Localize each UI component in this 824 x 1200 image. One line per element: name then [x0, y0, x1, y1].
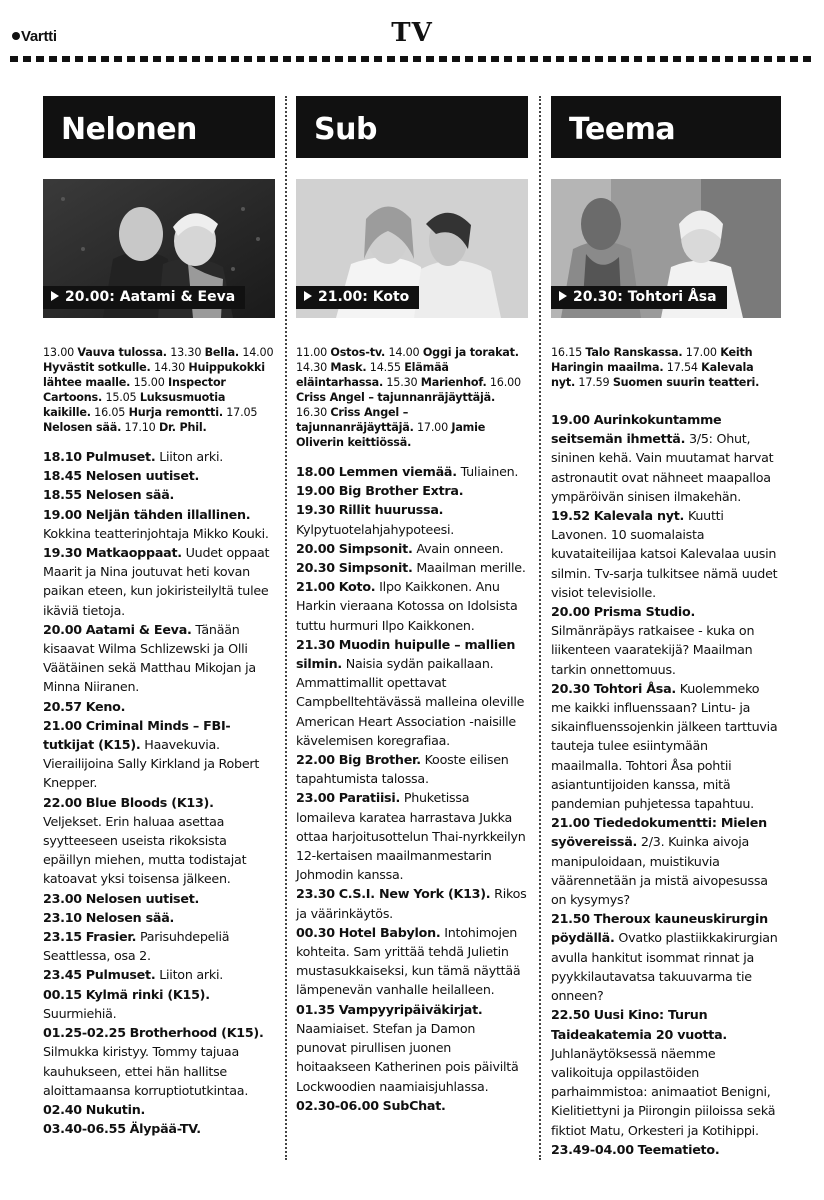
listing-time: 21.00 [43, 717, 82, 733]
column-divider [285, 96, 287, 1160]
listing-desc: Intohimojen kohteita. Sam yrittää tehdä Julietin mustasukkaiseksi, kun tämä näyttää lämpenevän vanhalle heilalleen. [296, 924, 521, 998]
early-title: Talo Ranskassa. [585, 346, 683, 359]
listing-entry [43, 485, 275, 504]
listing-title: Kalevala nyt. [593, 508, 685, 524]
listing-entry [43, 1100, 275, 1119]
listing-desc: Kuutti Lavonen. 10 suomalaista kuvataiteilijaa katsoi Kalevalaa uusin silmin. Tv-sarja tulkitsee nämä uudet visiot televisiolle. [551, 508, 778, 600]
early-title: Elämää eläintarhassa. [296, 361, 449, 389]
early-time: 15.30 [386, 376, 418, 389]
listing-title: Nelosen uutiset. [85, 468, 200, 484]
listing-time: 18.00 [296, 464, 335, 479]
listing-title: Nukutin. [85, 1101, 146, 1117]
listing-entry [296, 635, 528, 750]
daytime-listings [43, 345, 275, 435]
early-time: 14.00 [242, 346, 274, 359]
listing-title: Uusi Kino: Turun Taideakatemia 20 vuotta. [551, 1007, 727, 1042]
early-time: 16.00 [489, 376, 521, 389]
listing-entry [296, 500, 528, 538]
early-title: Dr. Phil. [158, 421, 207, 434]
listing-title: Aatami & Eeva. [85, 621, 192, 637]
listing-desc: Uudet oppaat Maarit ja Nina joutuvat heti kovan paikan eteen, kun jokiristeilyltä tulee ikäviä tietoja. [43, 545, 270, 618]
listing-title: Nelosen sää. [85, 909, 175, 925]
listing-desc: Kokkina teatterinjohtaja Mikko Kouki. [43, 525, 269, 541]
listing-title: Simpsonit. [338, 540, 413, 556]
listing-title: Big Brother Extra. [338, 483, 464, 499]
caption-text: 20.00: Aatami & Eeva [65, 289, 236, 305]
listing-entry [43, 620, 275, 697]
listing-desc: Rikos ja väärinkäytös. [296, 886, 527, 921]
channel-column-nelonen [43, 96, 275, 1138]
early-time: 15.00 [133, 376, 165, 389]
listing-time: 23.00 [296, 790, 335, 806]
listing-title: Theroux kauneuskirurgin pöydällä. [551, 911, 768, 946]
listing-entry [43, 447, 275, 466]
listing-title: Vampyyripäiväkirjat. [338, 1001, 483, 1017]
listing-time: 03.40-06.55 [43, 1121, 126, 1137]
listing-title: SubChat. [382, 1097, 446, 1113]
early-time: 17.59 [578, 376, 610, 389]
early-title: Oggi ja torakat. [422, 346, 519, 359]
listing-title: Criminal Minds – FBI-tutkijat (K15). [43, 717, 231, 753]
listing-entry [296, 923, 528, 1000]
early-time: 14.30 [296, 361, 328, 374]
channel-column-teema [551, 96, 781, 1159]
play-triangle-icon [559, 291, 567, 301]
listing-entry [296, 788, 528, 884]
listing-time: 20.00 [43, 621, 82, 637]
listing-title: Matkaoppaat. [85, 545, 182, 561]
listing-entry [296, 750, 528, 788]
listing-time: 19.30 [296, 502, 335, 518]
listing-time: 19.52 [551, 508, 590, 524]
listing-entry [43, 889, 275, 908]
listing-title: Pulmuset. [85, 449, 156, 464]
program-photo [43, 179, 275, 318]
channel-name: Nelonen [43, 96, 275, 158]
early-title: Criss Angel – tajunnanräjäyttäjä. [296, 391, 496, 404]
early-time: 13.30 [170, 346, 202, 359]
listing-entry [296, 462, 528, 481]
listing-title: Big Brother. [338, 752, 421, 768]
evening-listings [551, 410, 781, 1159]
masthead [0, 0, 824, 68]
listing-entry [43, 505, 275, 543]
listing-entry [551, 602, 781, 679]
listing-title: Muodin huipulle – mallien silmin. [296, 636, 516, 672]
listing-time: 18.45 [43, 468, 82, 484]
listing-desc: Liiton arki. [159, 967, 224, 983]
listing-desc: Juhlanäytöksessä näemme valikoituja oppilastöiden parhaimmistoa: animaatiot Benigni, Kielitiettyni ja Piirongin piiloissa sekä fiktiot Matu, Orkesteri ja Kotihippi. [551, 1045, 776, 1138]
listing-desc: Ilpo Kaikkonen. Anu Harkin vieraana Kotossa on Idolsista tuttu hurmuri Ilpo Kaikkonen. [296, 579, 518, 633]
listing-time: 22.00 [296, 752, 335, 768]
listing-desc: Tuliainen. [460, 464, 519, 479]
listing-time: 18.10 [43, 449, 82, 464]
listing-time: 21.00 [551, 815, 590, 831]
listing-time: 20.00 [296, 540, 335, 556]
listing-title: Kylmä rinki (K15). [85, 986, 210, 1002]
logo-text: Vartti [21, 28, 57, 45]
listing-time: 00.30 [296, 924, 335, 940]
listing-title: C.S.I. New York (K13). [338, 886, 491, 902]
listing-time: 19.00 [296, 483, 335, 499]
early-time: 14.00 [388, 346, 420, 359]
early-time: 17.10 [124, 421, 156, 434]
listing-entry [551, 1140, 781, 1159]
listing-entry [296, 884, 528, 922]
listing-desc: Maailman merille. [416, 560, 526, 576]
listing-time: 22.50 [551, 1007, 590, 1023]
listing-entry [551, 410, 781, 506]
listing-entry [551, 679, 781, 813]
listing-title: Prisma Studio. [593, 604, 696, 620]
listing-entry [551, 909, 781, 1005]
listing-title: Tohtori Åsa. [593, 680, 676, 696]
listing-title: Tiededokumentti: Mielen syövereissä. [551, 815, 767, 850]
listing-desc: 2/3. Kuinka aivoja manipuloidaan, muistikuvia väärennetään ja mistä aivopesussa on kysymys? [551, 834, 768, 908]
photo-caption [551, 286, 727, 309]
listing-entry [296, 558, 528, 577]
program-photo [551, 179, 781, 318]
listing-title: Blue Bloods (K13). [85, 794, 214, 810]
listing-time: 23.45 [43, 967, 82, 983]
listing-entry [551, 506, 781, 602]
listing-time: 20.00 [551, 604, 590, 620]
listing-desc: Kylpytuotelahjahypoteesi. [296, 521, 455, 537]
channel-name: Teema [551, 96, 781, 158]
listing-time: 20.30 [296, 560, 335, 576]
listing-entry [551, 813, 781, 909]
early-title: Huippukokki lähtee maalle. [43, 361, 265, 389]
listing-time: 21.30 [296, 636, 335, 652]
early-title: Kalevala nyt. [551, 361, 754, 389]
evening-listings [296, 462, 528, 1115]
listing-desc: Silmänräpäys ratkaisee - kuka on liikenteen vaaratekijä? Maailman tarkin onnettomuus. [551, 623, 755, 677]
early-time: 16.15 [551, 346, 583, 359]
listing-desc: Silmukka kiristyy. Tommy tajuaa kauhukseen, ettei hän hallitse aloittamaansa korruptiotutkintaa. [43, 1044, 249, 1098]
early-title: Hyvästit sotkulle. [43, 361, 151, 374]
listing-entry [296, 1000, 528, 1096]
early-title: Luksusmuotia kaikille. [43, 391, 226, 419]
listing-time: 21.00 [296, 579, 335, 595]
listing-time: 23.30 [296, 886, 335, 902]
early-time: 14.55 [369, 361, 401, 374]
listing-entry [296, 577, 528, 635]
listing-title: Pulmuset. [85, 967, 156, 983]
listing-entry [43, 985, 275, 1023]
listing-time: 02.40 [43, 1101, 82, 1117]
listing-time: 01.35 [296, 1001, 335, 1017]
listing-time: 22.00 [43, 794, 82, 810]
listing-entry [43, 716, 275, 793]
listing-entry [43, 927, 275, 965]
listing-title: Rillit huurussa. [338, 502, 444, 518]
listing-entry [43, 1119, 275, 1138]
listing-title: Aurinkokuntamme seitsemän ihmettä. [551, 412, 722, 447]
early-title: Jamie Oliverin keittiössä. [296, 421, 486, 449]
play-triangle-icon [304, 291, 312, 301]
photo-caption [43, 286, 245, 309]
listing-title: Brotherhood (K15). [129, 1025, 264, 1041]
early-title: Inspector Cartoons. [43, 376, 226, 404]
listing-desc: Veljekset. Erin haluaa asettaa syytteeseen useista rikoksista epäillyn miehen, mutta todistajat katoavat yksi toisensa jälkeen. [43, 813, 247, 887]
listing-entry [43, 697, 275, 716]
early-title: Mask. [330, 361, 367, 374]
listing-entry [296, 539, 528, 558]
early-title: Keith Haringin maailma. [551, 346, 753, 374]
listing-time: 20.30 [551, 680, 590, 696]
early-time: 16.05 [94, 406, 126, 419]
listing-entry [551, 1005, 781, 1139]
listing-desc: Kuolemmeko me kaikki influenssaan? Lintu- ja sikainfluenssojenkin jälkeen tarttuvia tauteja tulee esiintymään maailmalla. Tohtori Åsa pohtii asiantuntijoiden kanssa, mitä pandemian puhjetessa tapahtuu. [551, 680, 778, 812]
listing-time: 19.00 [43, 506, 82, 522]
listing-title: Älypää-TV. [129, 1121, 201, 1137]
listing-desc: Tänään kisaavat Wilma Schlizewski ja Olli Väätäinen sekä Matthau Mikojan ja Minna Niiranen. [43, 621, 256, 695]
listing-time: 23.15 [43, 929, 82, 945]
early-title: Ostos-tv. [330, 346, 386, 359]
section-title: TV [391, 18, 433, 48]
listing-title: Frasier. [85, 929, 137, 945]
listing-title: Nelosen sää. [85, 487, 175, 503]
early-title: Suomen suurin teatteri. [612, 376, 760, 389]
photo-caption [296, 286, 419, 309]
listing-entry [296, 1096, 528, 1115]
caption-text: 20.30: Tohtori Åsa [573, 289, 717, 305]
listing-desc: Suurmiehiä. [43, 1005, 117, 1021]
listing-desc: Avain onneen. [416, 540, 504, 556]
listing-title: Keno. [85, 698, 126, 714]
early-time: 17.00 [685, 346, 717, 359]
listing-entry [43, 965, 275, 984]
listing-desc: Kooste eilisen tapahtumista talossa. [296, 752, 509, 787]
column-divider [539, 96, 541, 1160]
listing-time: 23.10 [43, 909, 82, 925]
listing-time: 23.49-04.00 [551, 1141, 634, 1157]
listing-desc: Parisuhdepeliä Seattlessa, osa 2. [43, 929, 230, 964]
listing-title: Paratiisi. [338, 790, 401, 806]
listing-desc: 3/5: Ohut, sininen kehä. Vain muutamat harvat astronautit ovat nähneet maapalloa ympäröivän sinisen ilmakehän. [551, 431, 774, 504]
listing-time: 23.00 [43, 890, 82, 906]
listing-title: Teematieto. [637, 1141, 720, 1157]
early-time: 17.05 [226, 406, 258, 419]
listing-desc: Naisia sydän paikallaan. Ammattimallit opettavat Campbelltehtävässä malleina oleville American Heart Association -naisille kävelemisen koregrafiaa. [296, 656, 525, 748]
early-title: Vauva tulossa. [77, 346, 167, 359]
listing-desc: Haavekuvia. Vierailijoina Sally Kirkland ja Robert Knepper. [43, 737, 260, 791]
listing-time: 01.25-02.25 [43, 1025, 126, 1041]
listing-entry [43, 793, 275, 889]
listing-title: Nelosen uutiset. [85, 890, 200, 906]
listing-desc: Phuketissa lomaileva karatea harrastava Jukka ottaa harjoitusottelun Thai-nyrkkeilyn 12-kertaisen maailmanmestarin Johmodin kanssa. [296, 790, 526, 883]
listing-time: 00.15 [43, 986, 82, 1002]
listing-desc: Liiton arki. [159, 449, 224, 464]
listing-entry [43, 1023, 275, 1100]
dashed-rule [10, 56, 814, 62]
listing-time: 02.30-06.00 [296, 1097, 379, 1113]
early-title: Hurja remontti. [128, 406, 223, 419]
early-title: Criss Angel – tajunnanräjäyttäjä. [296, 406, 414, 434]
early-time: 14.30 [153, 361, 185, 374]
early-time: 17.00 [416, 421, 449, 434]
early-time: 16.30 [296, 406, 328, 419]
play-triangle-icon [51, 291, 59, 301]
listing-time: 19.00 [551, 412, 590, 427]
early-time: 11.00 [296, 346, 328, 359]
listing-title: Neljän tähden illallinen. [85, 506, 251, 522]
daytime-listings [551, 345, 781, 390]
listing-desc: Ovatko plastiikkakirurgian avulla hankitut isommat rinnat ja pyykkilautavatsa takuuvarma tie onneen? [551, 930, 778, 1004]
listing-time: 21.50 [551, 911, 590, 927]
evening-listings [43, 447, 275, 1138]
listing-time: 18.55 [43, 487, 82, 503]
early-time: 15.05 [105, 391, 137, 404]
listing-title: Koto. [338, 579, 376, 595]
listing-title: Simpsonit. [338, 560, 413, 576]
daytime-listings [296, 345, 528, 450]
listing-time: 20.57 [43, 698, 82, 714]
channel-name: Sub [296, 96, 528, 158]
early-title: Nelosen sää. [43, 421, 122, 434]
listing-title: Lemmen viemää. [338, 464, 457, 479]
early-time: 13.00 [43, 346, 75, 359]
listing-entry [296, 481, 528, 500]
early-title: Bella. [204, 346, 239, 359]
early-title: Marienhof. [420, 376, 487, 389]
channel-column-sub [296, 96, 528, 1115]
listing-entry [43, 543, 275, 620]
listing-time: 19.30 [43, 545, 82, 561]
listing-entry [43, 466, 275, 485]
early-time: 17.54 [666, 361, 698, 374]
program-photo [296, 179, 528, 318]
listing-entry [43, 908, 275, 927]
listing-title: Hotel Babylon. [338, 924, 441, 940]
caption-text: 21.00: Koto [318, 289, 410, 305]
listing-desc: Naamiaiset. Stefan ja Damon punovat pirullisen juonen hoitaakseen Katherinen pois päiviltä Lockwoodien naamiaisjuhlassa. [296, 1020, 519, 1094]
